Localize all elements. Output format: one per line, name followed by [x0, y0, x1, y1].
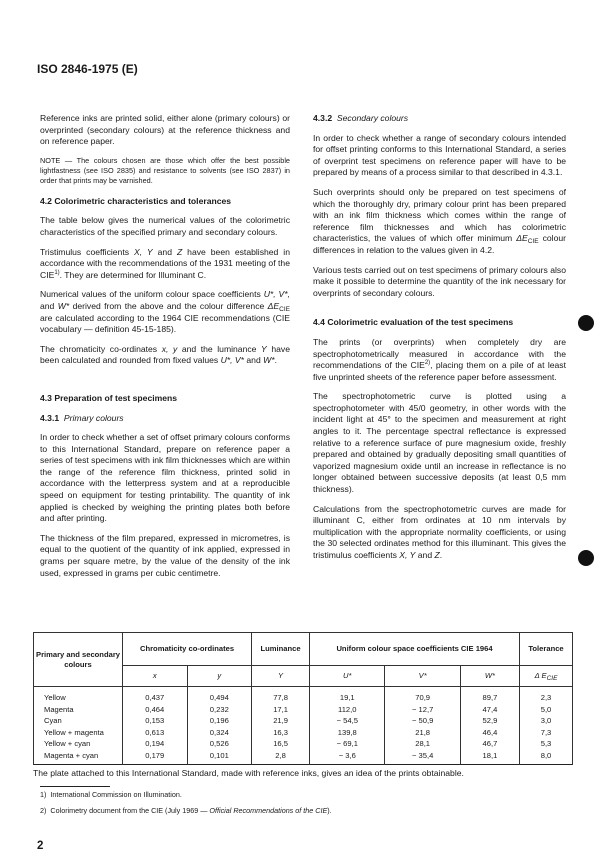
footnote-ref-2: 2): [424, 360, 431, 367]
symbol-y: y: [187, 666, 252, 687]
header-ucs: Uniform colour space coefficients CIE 1964: [310, 633, 520, 666]
footnote-ref-1: 1): [54, 269, 60, 276]
footnote-2: 2) Colorimetry document from the CIE (July 1969 — Official Recommendations of the CIE).: [40, 806, 332, 815]
table-row: Magenta + cyan 0,179 0,101 2,8 − 3,6 − 35,4 18,1 8,0: [34, 750, 573, 765]
section-4-3-heading: 4.3 Preparation of test specimens: [40, 392, 178, 403]
page-number: 2: [37, 840, 44, 852]
document-id: ISO 2846-1975 (E): [37, 62, 138, 76]
s42-paragraph-3: Numerical values of the uniform colour space coefficients U*, V*, and W* derived from the above and the colour difference $\Delta E_{CIE}$ are calculated according to the 1964 CIE recommendations (CIE vocabulary — definition 45-15-185).: [40, 289, 291, 335]
intro-paragraph: Reference inks are printed solid, either alone (primary colours) or overprinted (secondary colours) at the reference thickness and on reference paper.: [40, 113, 290, 147]
table-caption: The plate attached to this International Standard, made with reference inks, gives an idea of the prints obtainable.: [33, 768, 464, 778]
colorimetric-table: [33, 632, 573, 765]
s44-paragraph-2: The spectrophotometric curve is plotted using a spectrophotometer with 45/0 geometry, in other words with the incident light at 45° to the specimen and measurement at right angles to it. The percentage spectral reflectance is expressed relative to a reference surface of pure magnesium oxide, freshly prepared and obtained by gradually depositing small quantities of vaporized magnesium oxide until an increase in reflectance is no longer obtained between successive deposits (at least 0,5 mm thickness).: [313, 391, 566, 495]
table-row: Yellow 0,437 0,494 77,8 19,1 70,9 89,7 2,3: [34, 687, 573, 704]
s42-paragraph-1: The table below gives the numerical values of the colorimetric characteristics of the specified primary and secondary colours.: [40, 215, 290, 237]
header-colours: Primary and secondary colours: [34, 633, 123, 687]
footnote-1: 1) International Commission on Illumination.: [40, 790, 182, 799]
table-row: Magenta 0,464 0,232 17,1 112,0 − 12,7 47,4 5,0: [34, 704, 573, 716]
symbol-U: U*: [310, 666, 385, 687]
s431-paragraph-1: In order to check whether a set of offset primary colours conforms to this International Standard, prepare on reference paper a series of test specimens with ink film thicknesses which are within the range of the reference film thickness, printed solid in accordance with the letterpress system and at a reproducible speed on equipment for testing printability. The quantity of ink applied is checked by weighing the printing plates both before and after printing.: [40, 432, 290, 524]
section-4-3-1-heading: 4.3.1 Primary colours: [40, 412, 124, 423]
table-row: Yellow + magenta 0,613 0,324 16,3 139,8 21,8 46,4 7,3: [34, 727, 573, 739]
symbol-x: x: [123, 666, 188, 687]
margin-bullet-marker: [578, 315, 594, 331]
right-column: [313, 113, 566, 570]
s432-paragraph-2: Such overprints should only be prepared on test specimens of which the thoroughly dry, primary colour print has been prepared with an ink film thickness which comes within the range of reference film thicknesses and which has colorimetric characteristics, the values of which offer minimum $\Delta E_{CIE}$ colour differences in relation to the values given in 4.2.: [313, 186, 566, 255]
section-4-2-heading: 4.2 Colorimetric characteristics and tolerances: [40, 195, 232, 206]
s42-paragraph-4: The chromaticity co-ordinates x, y and the luminance Y have been calculated and rounded from fixed values U*, V* and W*.: [40, 343, 290, 366]
table-row: Cyan 0,153 0,196 21,9 − 54,5 − 50,9 52,9 3,0: [34, 715, 573, 727]
margin-bullet-marker: [578, 550, 594, 566]
section-4-3-2-heading: 4.3.2 Secondary colours: [313, 113, 409, 123]
symbol-V: V*: [385, 666, 460, 687]
left-column: [40, 113, 290, 587]
s44-paragraph-1: The prints (or overprints) when completely dry are spectrophotometrically measured in accordance with the recommendations of the CIE$^{2)}$, placing them on a pile of at least five unprinted sheets of the reference paper before assessment.: [313, 336, 566, 382]
header-luminance: Luminance: [252, 633, 310, 666]
footnote-divider: [40, 786, 110, 787]
s432-paragraph-3: Various tests carried out on test specimens of primary colours also make it possible to determine the quantity of the ink necessary for overprints of secondary colours.: [313, 264, 566, 298]
s431-paragraph-2: The thickness of the film prepared, expressed in micrometres, is equal to the quotient of the quantity of ink applied, expressed in grams per square metre, by the value of the density of the ink used, expressed in grams per cubic centimetre.: [40, 532, 290, 578]
s432-paragraph-1: In order to check whether a range of secondary colours intended for offset printing conforms to this International Standard, a series of overprint test specimens on reference paper will have to be prepared by means of a process similar to that described in 4.3.1.: [313, 132, 566, 178]
section-4-4-heading: 4.4 Colorimetric evaluation of the test specimens: [313, 317, 514, 328]
header-tolerance: Tolerance: [520, 633, 573, 666]
s44-paragraph-3: Calculations from the spectrophotometric curves are made for illuminant C, either from ordinates at 10 nm intervals by multiplication with the appropriate normality coefficients, or using the 30 selected ordinates method for this illuminant. This gives the tristimulus coefficients X, Y and Z.: [313, 503, 566, 560]
s42-paragraph-2: Tristimulus coefficients X, Y and Z have been established in accordance with the recommendations of the 1931 meeting of the CIE$^{1)}$. They are determined for Illuminant C.: [40, 246, 290, 280]
symbol-Y: Y: [252, 666, 310, 687]
header-chromaticity: Chromaticity co-ordinates: [123, 633, 252, 666]
symbol-W: W*: [460, 666, 519, 687]
symbol-delta-e: Δ $E_{CIE}$: [520, 666, 573, 687]
table-row: Yellow + cyan 0,194 0,526 16,5 − 69,1 28,1 46,7 5,3: [34, 738, 573, 750]
note: NOTE — The colours chosen are those which offer the best possible lightfastness (see ISO 2835) and resistance to solvents (see ISO 2837) in order that prints may be varnished.: [40, 155, 290, 185]
